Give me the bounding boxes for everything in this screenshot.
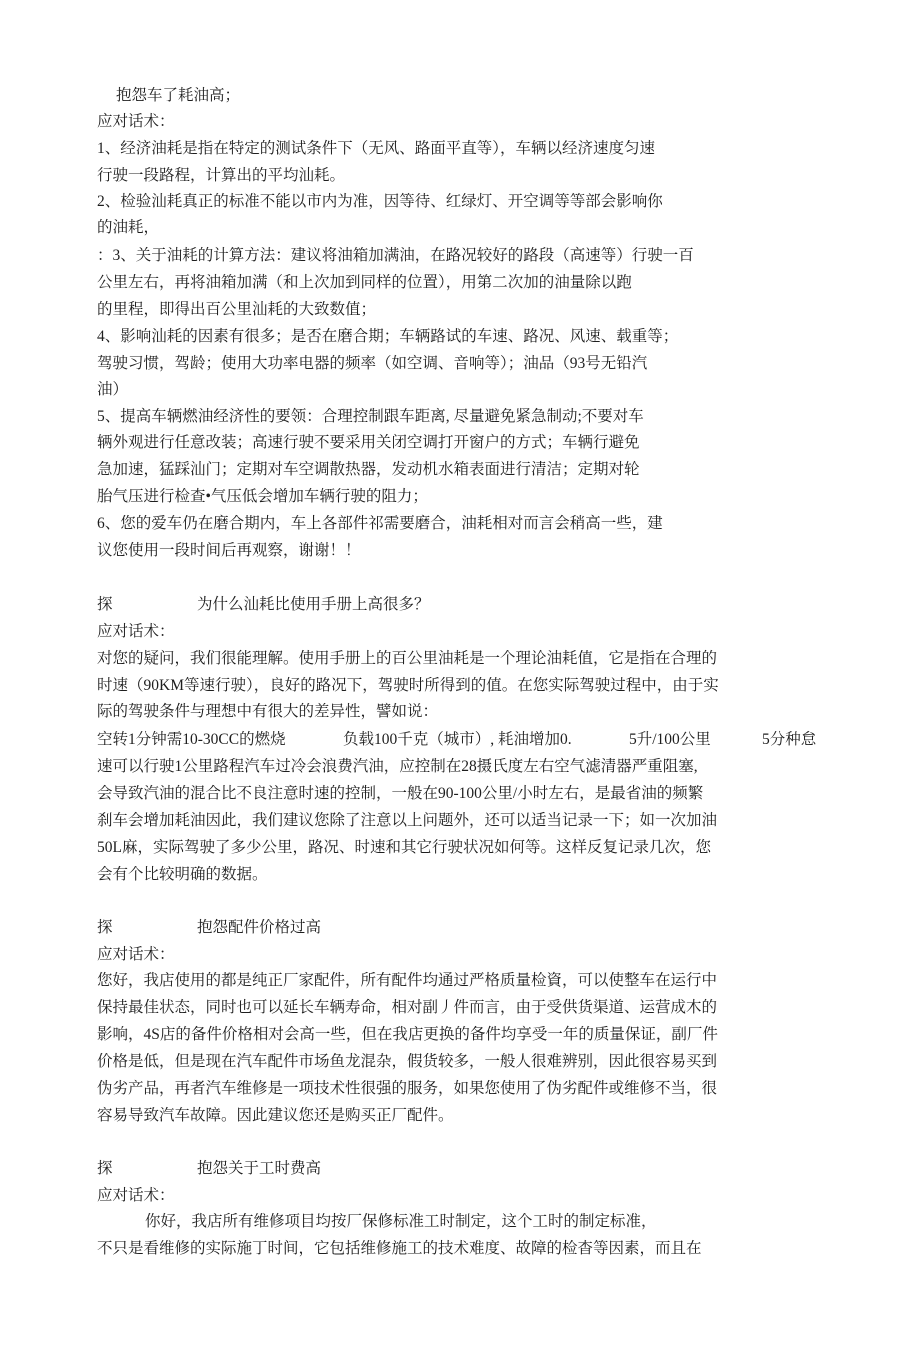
- paragraph-segment: 5升/100公里: [629, 731, 711, 748]
- response-label: 应对话术：: [97, 946, 175, 963]
- paragraph-line: 价格是低，但是现在汽车配件市场鱼龙混杂，假货较多，一般人很难辨别，因此很容易买到: [97, 1053, 718, 1070]
- section-prefix: 探: [97, 596, 113, 613]
- section-title: 为什么汕耗比使用手册上高很多？: [197, 596, 430, 613]
- paragraph-line: 会导致汽油的混合比不良注意时速的控制，一般在90-100公里/小时左右，是最省油的频繁: [97, 785, 704, 802]
- paragraph-line: 公里左右，再将油箱加满（和上次加到同样的位置），用第二次加的油量除以跑: [97, 274, 632, 291]
- paragraph-line: 胎气压进行检查•气压低会增加车辆行驶的阻力；: [97, 488, 428, 505]
- response-label: 应对话术：: [97, 623, 175, 640]
- paragraph-line: 您好，我店使用的都是纯正厂家配件，所有配件均通过严格质量检資，可以使整车在运行中: [97, 972, 718, 989]
- paragraph-line: 你好，我店所有维修项目均按厂保修标准工时制定，这个工时的制定标准，: [145, 1213, 657, 1230]
- paragraph-line: 刹车会增加耗油因此，我们建议您除了注意以上问题外，还可以适当记录一下；如一次加油: [97, 812, 718, 829]
- paragraph-line: 不只是看维修的实际施丁时间，它包括维修施工的技术难度、故障的检杳等因素，而且在: [97, 1240, 702, 1257]
- paragraph-line: 伪劣产品，再者汽车维修是一项技术性很强的服务，如果您使用了伪劣配件或维修不当，很: [97, 1080, 718, 1097]
- paragraph-line: 4、影响汕耗的因素有很多；是否在磨合期；车辆路试的车速、路况、风速、载重等；: [97, 328, 679, 345]
- paragraph-line: 6、您的爱车仍在磨合期内，车上各部件祁需要磨合，油耗相对而言会稍高一些，建: [97, 515, 663, 532]
- response-label: 应对话术：: [97, 1187, 175, 1204]
- paragraph-line: 影响，4S店的备件价格相对会高一些，但在我店更换的备件均享受一年的质量保证，副厂件: [97, 1026, 718, 1043]
- paragraph-line: 的里程，即得出百公里汕耗的大致数值；: [97, 301, 377, 318]
- paragraph-line: 保持最佳状态，同时也可以延长车辆寿命，相对副丿件而言，由于受供货渠道、运营成木的: [97, 999, 718, 1016]
- paragraph-line: 的油耗，: [97, 219, 160, 236]
- paragraph-line: 对您的疑问，我们很能理解。使用手册上的百公里油耗是一个理论油耗值，它是指在合理的: [97, 650, 718, 667]
- paragraph-line: 1、经济油耗是指在特定的测试条件下（无风、路面平直等），车辆以经济速度匀速: [97, 140, 656, 157]
- paragraph-line: 50L麻，实际驾驶了多少公里，路况、时速和其它行驶状况如何等。这样反复记录几次，您: [97, 839, 711, 856]
- section-prefix: 探: [97, 1160, 113, 1177]
- paragraph-line: 会有个比较明确的数据。: [97, 866, 268, 883]
- paragraph-line: 5、提高车辆燃油经济性的要领：合理控制跟车距离, 尽量避免紧急制动;不要对车: [97, 408, 644, 425]
- paragraph-line: 行驶一段路程，计算出的平均汕耗。: [97, 167, 346, 184]
- paragraph-segment: 负载100千克（城市）, 耗油增加0.: [343, 731, 572, 748]
- paragraph-line: 速可以行驶1公里路程汽车过冷会浪费汽油，应控制在28摄氏度左右空气滤清器严重阻塞,: [97, 758, 698, 775]
- paragraph-line: ：3、关于油耗的计算方法：建议将油箱加满油，在路况较好的路段（高速等）行驶一百: [97, 247, 694, 264]
- section-title: 抱怨关于工时费高: [197, 1160, 322, 1177]
- paragraph-line: 时速（90KM等速行驶），良好的路况下，驾驶时所得到的值。在您实际驾驶过程中，由于实: [97, 677, 719, 694]
- paragraph-segment: 5分种怠: [762, 731, 817, 748]
- paragraph-line: 辆外观进行任意改装；高速行驶不要采用关闭空调打开窗户的方式；车辆行避免: [97, 434, 640, 451]
- paragraph-line: 油）: [97, 381, 129, 398]
- paragraph-line: 驾驶习惯，驾龄；使用大功率电器的频率（如空调、音响等）；油品（93号无铅汽: [97, 355, 648, 372]
- section-prefix: 探: [97, 919, 113, 936]
- response-label: 应对话术：: [97, 113, 175, 130]
- paragraph-line: 容易导致汽车故障。因此建议您还是购买正厂配件。: [97, 1107, 454, 1124]
- paragraph-line: 2、检验汕耗真正的标准不能以市内为准，因等待、红绿灯、开空调等等部会影响你: [97, 193, 663, 210]
- paragraph-line: 急加速，猛踩汕门；定期对车空调散热器，发动机水箱表面进行清洁；定期对轮: [97, 461, 640, 478]
- section-title: 抱怨车了耗油高；: [116, 87, 241, 104]
- paragraph-segment: 空转1分钟需10-30CC的燃烧: [97, 731, 286, 748]
- section-title: 抱怨配件价格过高: [197, 919, 322, 936]
- paragraph-line: 际的驾驶条件与理想中有很大的差异性，譬如说：: [97, 703, 439, 720]
- paragraph-line: 议您使用一段时间后再观察，谢谢！！: [97, 542, 361, 559]
